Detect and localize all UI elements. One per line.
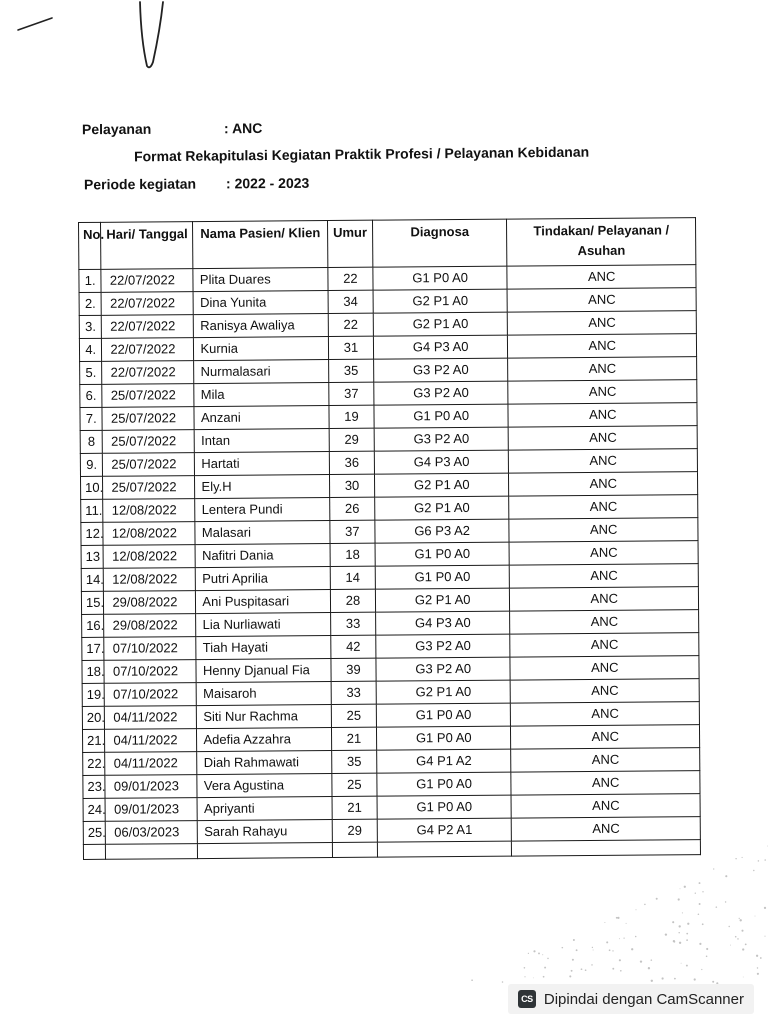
cell-date: 04/11/2022: [105, 752, 197, 776]
noise-dot: [644, 904, 646, 906]
camscanner-watermark: [508, 984, 754, 1014]
recap-table: [78, 217, 701, 860]
cell-patient-name: Dina Yunita: [193, 291, 328, 315]
col-header-diagnosis: Diagnosa: [372, 219, 507, 267]
noise-dot: [528, 953, 529, 954]
col-header-action: Tindakan/ Pelayanan / Asuhan: [507, 218, 696, 266]
cell-patient-name: Adefia Azzahra: [197, 728, 332, 752]
noise-dot: [635, 936, 637, 938]
noise-dot: [681, 963, 682, 964]
cell-patient-name: Hartati: [195, 452, 330, 476]
noise-dot: [757, 973, 759, 975]
noise-dot: [636, 909, 637, 910]
cell-action: ANC: [511, 702, 700, 726]
cell-diagnosis: G1 P0 A0: [374, 404, 509, 428]
cell-empty: [83, 844, 106, 859]
noise-dot: [572, 959, 574, 961]
cell-action: ANC: [510, 541, 699, 565]
cell-action: ANC: [509, 449, 698, 473]
cell-diagnosis: G3 P2 A0: [374, 427, 509, 451]
cell-patient-name: Intan: [195, 429, 330, 453]
cell-date: 09/01/2023: [105, 798, 197, 822]
noise-dot: [741, 930, 743, 932]
cell-diagnosis: G1 P0 A0: [376, 726, 511, 750]
cell-action: ANC: [510, 587, 699, 611]
cell-patient-name: Maisaroh: [197, 682, 332, 706]
cell-no: 21.: [82, 729, 105, 752]
cell-date: 25/07/2022: [103, 453, 195, 477]
cell-action: ANC: [508, 334, 697, 358]
cell-no: 1.: [79, 269, 102, 292]
cell-date: 07/10/2022: [104, 637, 196, 661]
cell-action: ANC: [509, 495, 698, 519]
cell-patient-name: Sarah Rahayu: [198, 820, 333, 844]
cell-age: 21: [331, 727, 376, 750]
cell-action: ANC: [511, 771, 700, 795]
noise-dot: [612, 968, 614, 970]
cell-action: ANC: [510, 564, 699, 588]
cell-date: 12/08/2022: [103, 545, 195, 569]
noise-dot: [706, 956, 708, 958]
noise-dot: [684, 886, 686, 888]
cell-no: 11.: [81, 499, 104, 522]
cell-patient-name: Nafitri Dania: [195, 544, 330, 568]
document-title: Format Rekapitulasi Kegiatan Praktik Profesi / Pelayanan Kebidanan: [133, 143, 590, 165]
cell-date: 25/07/2022: [102, 407, 194, 431]
noise-dot: [651, 959, 653, 961]
cell-date: 22/07/2022: [102, 315, 194, 339]
noise-dot: [533, 950, 535, 952]
cell-patient-name: Ely.H: [195, 475, 330, 499]
noise-dot: [680, 888, 681, 889]
noise-dot: [758, 860, 760, 862]
cell-action: ANC: [511, 794, 700, 818]
noise-dot: [753, 870, 754, 871]
noise-dot: [640, 960, 642, 962]
noise-dot: [701, 969, 702, 970]
noise-dot: [662, 977, 664, 979]
cell-date: 04/11/2022: [105, 706, 197, 730]
cell-diagnosis: G2 P1 A0: [375, 496, 510, 520]
periode-line: [83, 174, 310, 193]
cell-no: 14.: [81, 568, 104, 591]
noise-dot: [764, 907, 766, 909]
cell-diagnosis: G4 P1 A2: [377, 749, 512, 773]
cell-patient-name: Kurnia: [194, 337, 329, 361]
noise-dot: [569, 975, 571, 977]
cell-no: 9.: [80, 453, 103, 476]
noise-dot: [576, 949, 578, 951]
cell-age: 22: [328, 313, 373, 336]
cell-date: 12/08/2022: [103, 499, 195, 523]
cell-diagnosis: G1 P0 A0: [375, 565, 510, 589]
noise-dot: [619, 938, 620, 939]
cell-patient-name: Tiah Hayati: [196, 636, 331, 660]
cell-date: 12/08/2022: [103, 522, 195, 546]
noise-dot: [672, 921, 674, 923]
cell-date: 25/07/2022: [103, 430, 195, 454]
cell-patient-name: Vera Agustina: [197, 774, 332, 798]
cell-diagnosis: G4 P2 A1: [377, 818, 512, 842]
noise-dot: [538, 952, 540, 954]
cell-no: 10.: [80, 476, 103, 499]
col-header-date: Hari/ Tanggal: [101, 222, 193, 270]
cell-diagnosis: G3 P2 A0: [376, 657, 511, 681]
cell-no: 6.: [80, 384, 103, 407]
noise-dot: [686, 939, 688, 941]
cell-diagnosis: G4 P3 A0: [373, 335, 508, 359]
noise-dot: [686, 965, 688, 967]
cell-date: 09/01/2023: [105, 775, 197, 799]
cell-age: 42: [331, 635, 376, 658]
noise-dot: [502, 981, 504, 983]
noise-dot: [735, 858, 736, 859]
noise-dot: [737, 938, 739, 940]
noise-dot: [673, 940, 675, 942]
cell-no: 2.: [79, 292, 102, 315]
cell-patient-name: Ani Puspitasari: [196, 590, 331, 614]
noise-dot: [571, 970, 573, 972]
cell-empty: [332, 842, 377, 857]
cell-no: 25.: [83, 821, 106, 844]
noise-dot: [756, 955, 758, 957]
col-header-name: Nama Pasien/ Klien: [193, 221, 328, 269]
cell-diagnosis: G2 P1 A0: [373, 312, 508, 336]
noise-dot: [702, 923, 704, 925]
noise-dot: [728, 926, 729, 927]
cell-age: 35: [329, 359, 374, 382]
cell-action: ANC: [508, 380, 697, 404]
cell-age: 31: [328, 336, 373, 359]
noise-dot: [694, 978, 696, 980]
cell-no: 24.: [83, 798, 106, 821]
cell-age: 29: [329, 428, 374, 451]
cell-date: 07/10/2022: [104, 660, 196, 684]
cell-diagnosis: G2 P1 A0: [374, 473, 509, 497]
noise-dot: [712, 981, 714, 983]
camscanner-logo-icon: CS: [518, 990, 536, 1008]
noise-dot: [679, 925, 681, 927]
cell-age: 37: [329, 382, 374, 405]
cell-patient-name: Ranisya Awaliya: [194, 314, 329, 338]
cell-action: ANC: [510, 656, 699, 680]
cell-date: 25/07/2022: [102, 384, 194, 408]
cell-action: ANC: [509, 518, 698, 542]
noise-dot: [544, 967, 546, 969]
cell-patient-name: Apriyanti: [197, 797, 332, 821]
cell-patient-name: Nurmalasari: [194, 360, 329, 384]
pelayanan-line: [81, 119, 263, 138]
cell-no: 17.: [82, 637, 105, 660]
cell-action: ANC: [509, 426, 698, 450]
cell-age: 25: [332, 773, 377, 796]
noise-dot: [581, 968, 583, 970]
noise-dot: [471, 979, 473, 981]
noise-dot: [533, 977, 534, 978]
pelayanan-label: Pelayanan: [81, 120, 152, 138]
noise-dot: [562, 947, 564, 949]
noise-dot: [593, 950, 594, 951]
cell-empty: [198, 843, 333, 859]
noise-dot: [648, 967, 650, 969]
cell-patient-name: Henny Djanual Fia: [196, 659, 331, 683]
cell-age: 21: [332, 796, 377, 819]
handwritten-check-mark: [0, 0, 200, 90]
cell-no: 8: [80, 430, 103, 453]
noise-dot: [591, 964, 593, 966]
cell-date: 07/10/2022: [105, 683, 197, 707]
cell-age: 14: [330, 566, 375, 589]
cell-action: ANC: [511, 725, 700, 749]
cell-patient-name: Putri Aprilia: [196, 567, 331, 591]
cell-action: ANC: [511, 679, 700, 703]
cell-action: ANC: [511, 748, 700, 772]
noise-dot: [626, 923, 627, 924]
cell-no: 23.: [83, 775, 106, 798]
noise-dot: [755, 916, 756, 917]
cell-date: 06/03/2023: [106, 821, 198, 845]
cell-patient-name: Lia Nurliawati: [196, 613, 331, 637]
cell-age: 37: [330, 520, 375, 543]
noise-dot: [524, 967, 526, 969]
cell-diagnosis: G3 P2 A0: [373, 358, 508, 382]
cell-date: 22/07/2022: [102, 361, 194, 385]
noise-dot: [592, 947, 593, 948]
cell-age: 29: [332, 819, 377, 842]
noise-dot: [617, 917, 619, 919]
cell-patient-name: Mila: [194, 383, 329, 407]
noise-dot: [606, 941, 608, 943]
noise-dot: [665, 933, 667, 935]
cell-no: 22.: [83, 752, 106, 775]
noise-dot: [686, 933, 688, 935]
cell-patient-name: Anzani: [194, 406, 329, 430]
noise-dot: [623, 937, 624, 938]
noise-dot: [604, 922, 605, 923]
cell-age: 33: [331, 612, 376, 635]
cell-action: ANC: [507, 265, 696, 289]
noise-dot: [742, 948, 744, 950]
recap-table-container: [78, 217, 703, 860]
cell-patient-name: Plita Duares: [193, 268, 328, 292]
noise-dot: [706, 948, 708, 950]
cell-age: 35: [332, 750, 377, 773]
noise-dot: [739, 918, 740, 919]
cell-age: 18: [330, 543, 375, 566]
noise-dot: [716, 906, 718, 908]
noise-dot: [609, 949, 611, 951]
noise-dot: [651, 980, 653, 982]
noise-dot: [542, 954, 543, 955]
cell-no: 20.: [82, 706, 105, 729]
noise-dot: [699, 903, 701, 905]
noise-dot: [743, 977, 744, 978]
cell-no: 7.: [80, 407, 103, 430]
noise-dot: [699, 882, 701, 884]
noise-dot: [547, 958, 549, 960]
noise-dot: [612, 950, 613, 951]
cell-no: 16.: [82, 614, 105, 637]
table-header-row: [79, 218, 696, 270]
cell-no: 18.: [82, 660, 105, 683]
cell-age: 22: [328, 267, 373, 290]
cell-diagnosis: G2 P1 A0: [376, 680, 511, 704]
noise-dot: [679, 942, 681, 944]
cell-diagnosis: G2 P1 A0: [373, 289, 508, 313]
cell-age: 33: [331, 681, 376, 704]
cell-no: 3.: [79, 315, 102, 338]
noise-dot: [745, 943, 747, 945]
cell-diagnosis: G6 P3 A2: [375, 519, 510, 543]
periode-value: : 2022 - 2023: [225, 174, 310, 192]
cell-age: 34: [328, 290, 373, 313]
camscanner-text: Dipindai dengan CamScanner: [543, 990, 744, 1008]
cell-patient-name: Siti Nur Rachma: [197, 705, 332, 729]
noise-dot: [687, 923, 689, 925]
noise-dot: [742, 857, 743, 858]
cell-no: 5.: [80, 361, 103, 384]
cell-age: 26: [330, 497, 375, 520]
cell-no: 4.: [79, 338, 102, 361]
cell-no: 13: [81, 545, 104, 568]
noise-dot: [674, 978, 676, 980]
cell-patient-name: Diah Rahmawati: [197, 751, 332, 775]
cell-patient-name: Malasari: [195, 521, 330, 545]
noise-dot: [543, 976, 545, 978]
cell-action: ANC: [508, 288, 697, 312]
cell-age: 28: [330, 589, 375, 612]
col-header-age: Umur: [328, 220, 373, 267]
noise-dot: [619, 959, 621, 961]
noise-dot: [524, 976, 525, 977]
cell-empty: [106, 844, 198, 860]
noise-dot: [678, 932, 679, 933]
cell-action: ANC: [510, 633, 699, 657]
cell-date: 12/08/2022: [104, 568, 196, 592]
cell-age: 39: [331, 658, 376, 681]
cell-age: 36: [329, 451, 374, 474]
noise-dot: [695, 893, 696, 894]
cell-diagnosis: G4 P3 A0: [374, 450, 509, 474]
cell-action: ANC: [508, 357, 697, 381]
cell-age: 19: [329, 405, 374, 428]
cell-action: ANC: [509, 472, 698, 496]
noise-dot: [699, 943, 701, 945]
cell-date: 22/07/2022: [101, 292, 193, 316]
cell-date: 22/07/2022: [102, 338, 194, 362]
cell-diagnosis: G1 P0 A0: [373, 266, 508, 290]
cell-diagnosis: G3 P2 A0: [376, 634, 511, 658]
noise-dot: [713, 868, 714, 869]
col-header-no: No.: [79, 222, 102, 269]
cell-date: 25/07/2022: [103, 476, 195, 500]
noise-dot: [757, 967, 758, 968]
noise-dot: [702, 891, 703, 892]
noise-dot: [678, 898, 680, 900]
noise-dot: [725, 875, 727, 877]
cell-diagnosis: G1 P0 A0: [377, 772, 512, 796]
noise-dot: [698, 914, 700, 916]
cell-action: ANC: [510, 610, 699, 634]
noise-dot: [620, 970, 622, 972]
noise-dot: [656, 898, 658, 900]
cell-date: 29/08/2022: [104, 591, 196, 615]
cell-action: ANC: [508, 403, 697, 427]
noise-dot: [631, 948, 633, 950]
cell-no: 12.: [81, 522, 104, 545]
cell-diagnosis: G3 P2 A0: [374, 381, 509, 405]
cell-diagnosis: G2 P1 A0: [375, 588, 510, 612]
noise-dot: [764, 859, 766, 861]
cell-age: 25: [331, 704, 376, 727]
noise-dot: [585, 969, 587, 971]
cell-action: ANC: [508, 311, 697, 335]
noise-dot: [735, 936, 737, 938]
noise-dot: [573, 939, 575, 941]
noise-dot: [730, 945, 731, 946]
noise-dot: [764, 936, 765, 937]
scan-noise-speckle: [448, 844, 768, 984]
periode-label: Periode kegiatan: [83, 175, 197, 193]
pelayanan-value: : ANC: [223, 119, 263, 137]
noise-dot: [760, 957, 762, 959]
noise-dot: [682, 912, 683, 913]
cell-patient-name: Lentera Pundi: [195, 498, 330, 522]
noise-dot: [725, 901, 726, 902]
cell-diagnosis: G1 P0 A0: [375, 542, 510, 566]
cell-no: 19.: [82, 683, 105, 706]
cell-diagnosis: G1 P0 A0: [376, 703, 511, 727]
cell-action: ANC: [512, 817, 701, 841]
cell-date: 29/08/2022: [104, 614, 196, 638]
cell-diagnosis: G4 P3 A0: [375, 611, 510, 635]
cell-date: 22/07/2022: [101, 269, 193, 293]
cell-no: 15.: [81, 591, 104, 614]
cell-date: 04/11/2022: [105, 729, 197, 753]
cell-age: 30: [330, 474, 375, 497]
noise-dot: [740, 919, 742, 921]
cell-diagnosis: G1 P0 A0: [377, 795, 512, 819]
